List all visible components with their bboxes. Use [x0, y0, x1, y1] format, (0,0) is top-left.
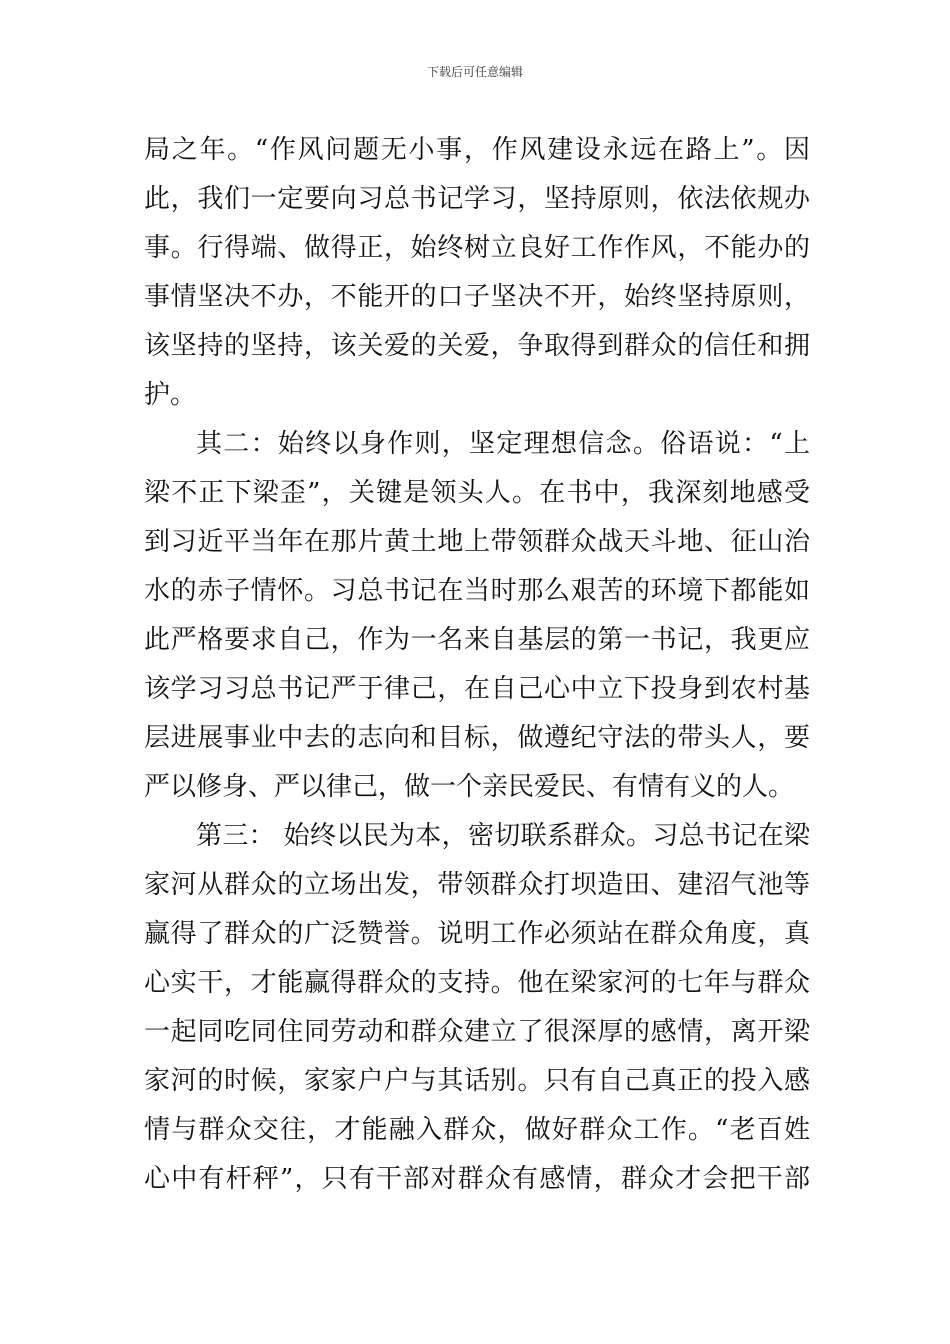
- document-body: [144, 126, 810, 1204]
- text-line: 此严格要求自己，作为一名来自基层的第一书记，我更应: [144, 625, 810, 655]
- text-line: 水的赤子情怀。习总书记在当时那么艰苦的环境下都能如: [144, 576, 810, 606]
- text-line: 梁不正下梁歪”，关键是领头人。在书中，我深刻地感受: [144, 478, 810, 508]
- text-line: 该坚持的坚持，该关爱的关爱，争取得到群众的信任和拥: [144, 331, 810, 361]
- text-line: 此，我们一定要向习总书记学习，坚持原则，依法依规办: [144, 184, 810, 214]
- text-line: 局之年。“作风问题无小事，作风建设永远在路上”。因: [144, 135, 810, 165]
- text-line: 心中有杆秤”，只有干部对群众有感情，群众才会把干部: [144, 1164, 810, 1194]
- paragraph-start-line: 其二：始终以身作则，坚定理想信念。俗语说：“上: [196, 429, 810, 459]
- text-line: 严以修身、严以律己，做一个亲民爱民、有情有义的人。: [144, 772, 795, 802]
- text-line: 该学习习总书记严于律己，在自己心中立下投身到农村基: [144, 674, 810, 704]
- text-line: 家河从群众的立场出发，带领群众打坝造田、建沼气池等: [144, 870, 810, 900]
- text-line: 情与群众交往，才能融入群众，做好群众工作。“老百姓: [144, 1115, 810, 1145]
- text-line: 到习近平当年在那片黄土地上带领群众战天斗地、征山治: [144, 527, 810, 557]
- text-line: 赢得了群众的广泛赞誉。说明工作必须站在群众角度，真: [144, 919, 810, 949]
- text-line: 心实干，才能赢得群众的支持。他在梁家河的七年与群众: [144, 968, 810, 998]
- text-line: 护。: [144, 380, 197, 410]
- text-line: 一起同吃同住同劳动和群众建立了很深厚的感情，离开梁: [144, 1017, 810, 1047]
- page-header: 下载后可任意编辑: [426, 65, 523, 79]
- text-line: 事情坚决不办，不能开的口子坚决不开，始终坚持原则，: [144, 282, 810, 312]
- paragraph-start-line: 第三： 始终以民为本，密切联系群众。习总书记在梁: [196, 821, 810, 851]
- text-line: 事。行得端、做得正，始终树立良好工作作风，不能办的: [144, 233, 810, 263]
- text-line: 层进展事业中去的志向和目标，做遵纪守法的带头人，要: [144, 723, 810, 753]
- text-line: 家河的时候，家家户户与其话别。只有自己真正的投入感: [144, 1066, 810, 1096]
